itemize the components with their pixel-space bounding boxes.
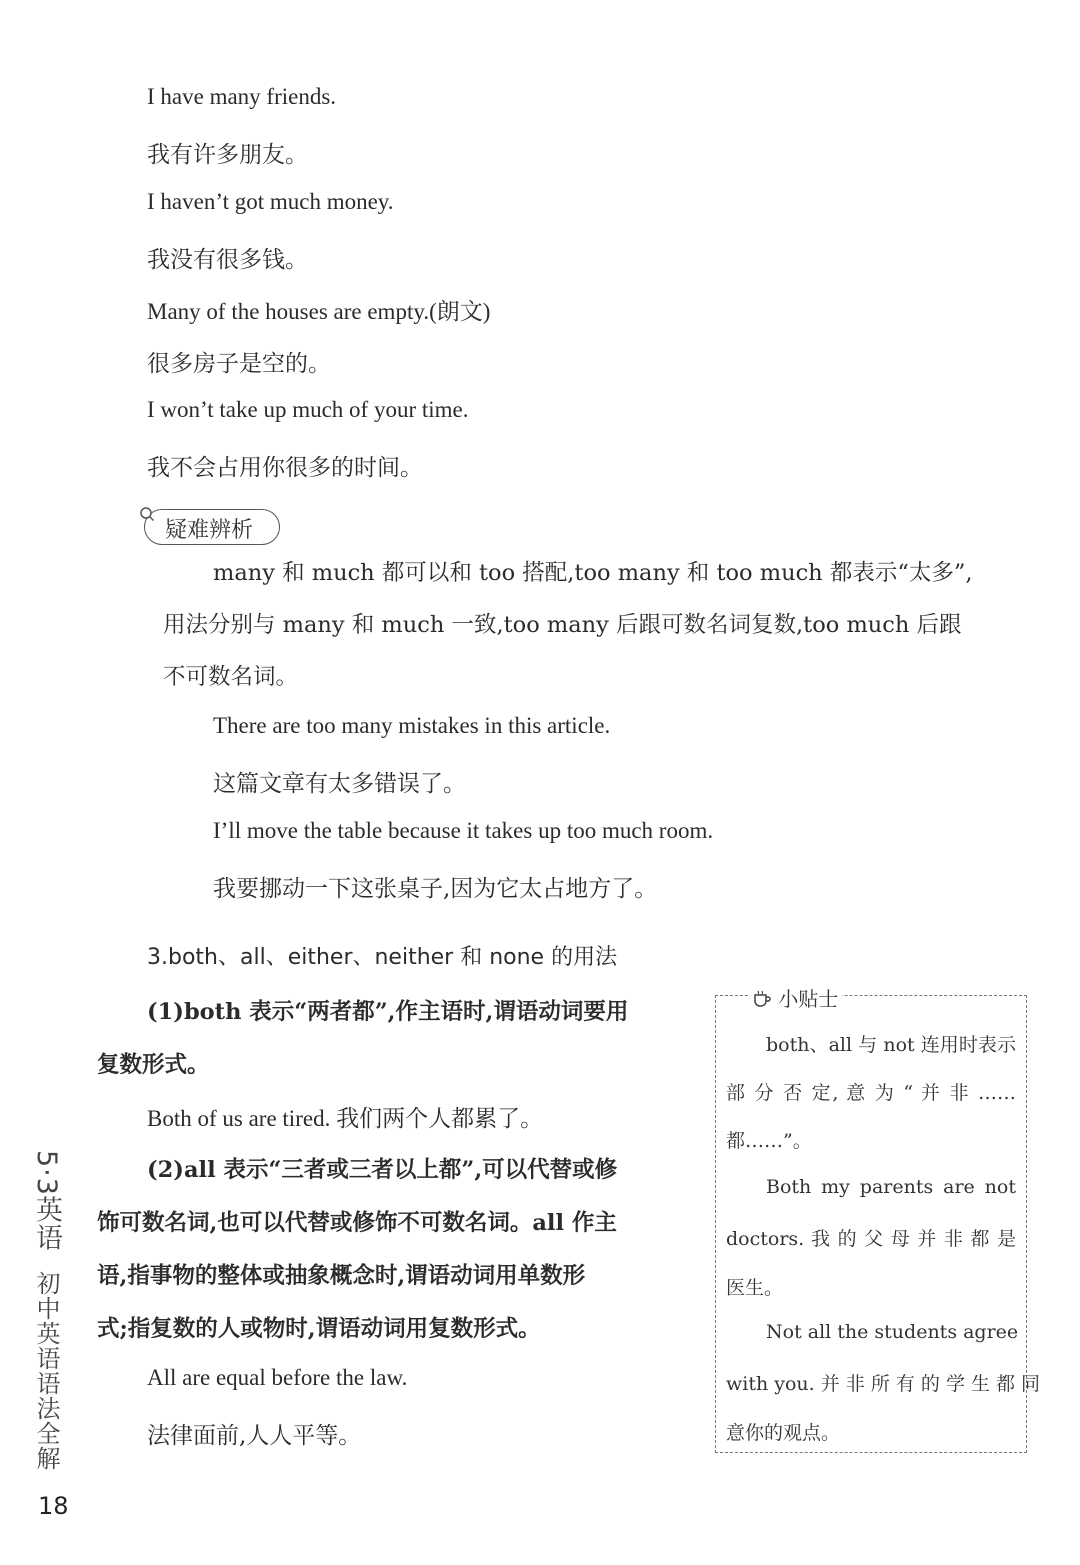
tip-line: Not all the students agree bbox=[766, 1321, 1019, 1343]
analysis-tag-label: 疑难辨析 bbox=[165, 518, 254, 543]
example-sentence: I won’t take up much of your time. bbox=[147, 397, 469, 422]
analysis-example: I’ll move the table because it takes up too much room. bbox=[213, 818, 714, 843]
side-brand: 5·3英语 bbox=[31, 1150, 62, 1252]
all-explanation: 式;指复数的人或物时,谓语动词用复数形式。 bbox=[97, 1316, 541, 1342]
magnifier-icon bbox=[139, 506, 155, 522]
tips-header-label: 小贴士 bbox=[778, 987, 839, 1011]
analysis-example-translation: 这篇文章有太多错误了。 bbox=[213, 771, 466, 797]
all-explanation: 饰可数名词,也可以代替或修饰不可数名词。all 作主 bbox=[97, 1210, 617, 1236]
tip-line: 都……”。 bbox=[726, 1130, 812, 1152]
side-title bbox=[31, 1150, 66, 1472]
both-explanation: (1)both 表示“两者都”,作主语时,谓语动词要用 bbox=[147, 999, 629, 1025]
example-translation: 我不会占用你很多的时间。 bbox=[147, 455, 423, 481]
tip-line: 部 分 否 定, 意 为 “ 并 非 …… bbox=[726, 1082, 1016, 1104]
tip-line: with you. 并 非 所 有 的 学 生 都 同 bbox=[726, 1373, 1041, 1395]
example-translation: 我没有很多钱。 bbox=[147, 247, 308, 273]
cup-icon bbox=[752, 990, 772, 1008]
tip-line: both、all 与 not 连用时表示 bbox=[766, 1034, 1016, 1056]
both-example: Both of us are tired. 我们两个人都累了。 bbox=[147, 1106, 544, 1131]
all-explanation: 语,指事物的整体或抽象概念时,谓语动词用单数形 bbox=[97, 1263, 586, 1289]
example-sentence: I have many friends. bbox=[147, 84, 337, 109]
example-sentence: I haven’t got much money. bbox=[147, 189, 394, 214]
tip-line: doctors. 我 的 父 母 并 非 都 是 bbox=[726, 1228, 1016, 1250]
analysis-example: There are too many mistakes in this article. bbox=[213, 713, 611, 738]
example-translation: 我有许多朋友。 bbox=[147, 142, 308, 168]
analysis-line: many 和 much 都可以和 too 搭配,too many 和 too much 都表示“太多”, bbox=[213, 560, 973, 586]
all-example-translation: 法律面前,人人平等。 bbox=[147, 1423, 362, 1449]
tip-line: 意你的观点。 bbox=[726, 1422, 841, 1444]
page-number: 18 bbox=[38, 1492, 69, 1520]
all-example: All are equal before the law. bbox=[147, 1365, 408, 1390]
analysis-line: 不可数名词。 bbox=[163, 664, 299, 690]
tip-line: 医生。 bbox=[726, 1277, 784, 1299]
analysis-example-translation: 我要挪动一下这张桌子,因为它太占地方了。 bbox=[213, 876, 658, 902]
example-sentence: Many of the houses are empty.(朗文) bbox=[147, 299, 491, 324]
analysis-tag bbox=[144, 509, 280, 545]
section-heading: 3.both、all、either、neither 和 none 的用法 bbox=[147, 945, 618, 970]
both-explanation: 复数形式。 bbox=[97, 1052, 210, 1078]
example-translation: 很多房子是空的。 bbox=[147, 351, 331, 377]
side-subtitle: 初中英语语法全解 bbox=[32, 1271, 60, 1472]
analysis-line: 用法分别与 many 和 much 一致,too many 后跟可数名词复数,too much 后跟 bbox=[163, 612, 962, 638]
all-explanation: (2)all 表示“三者或三者以上都”,可以代替或修 bbox=[147, 1157, 618, 1183]
tips-header bbox=[748, 983, 842, 1012]
tip-line: Both my parents are not bbox=[766, 1176, 1016, 1198]
